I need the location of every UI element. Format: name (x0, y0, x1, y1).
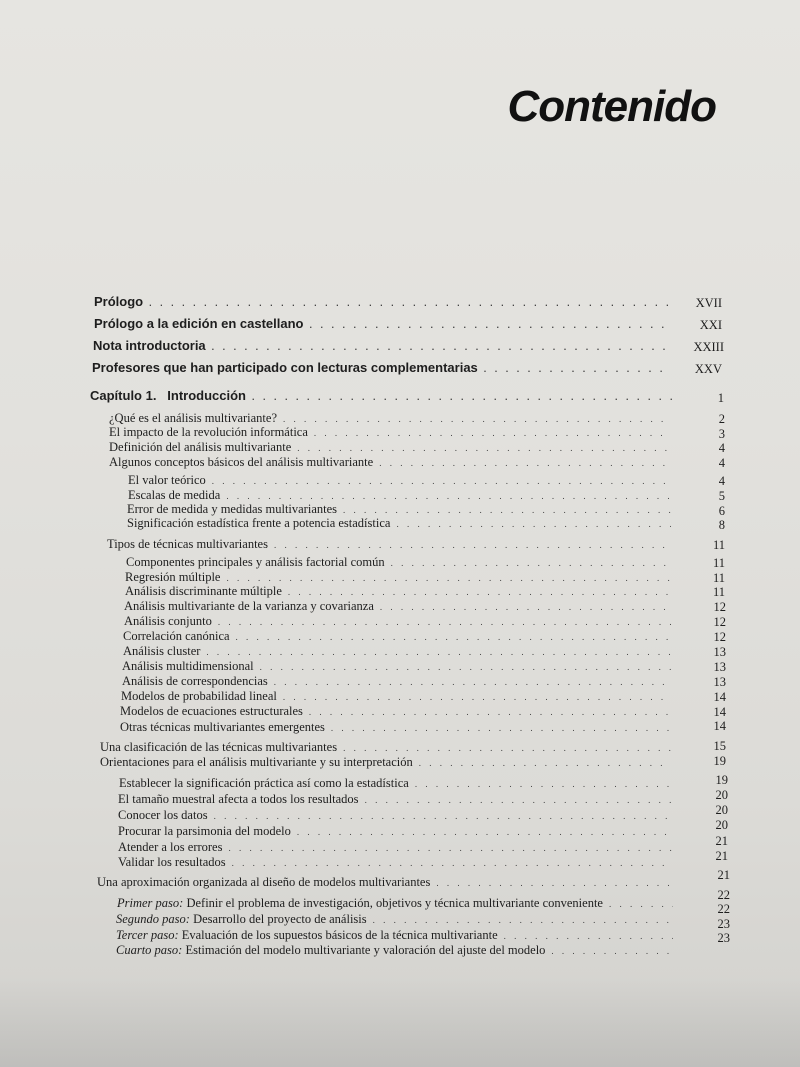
toc-subsection (127, 502, 677, 517)
toc-entry-label: Desarrollo del proyecto de análisis (193, 912, 367, 926)
toc-entry-label: Prólogo (94, 294, 144, 309)
toc-page-number: 19 (715, 773, 728, 787)
toc-page-number: 14 (713, 705, 726, 719)
toc-page-number: 3 (718, 427, 725, 441)
leader-dots (297, 443, 671, 453)
toc-subsection (125, 570, 677, 585)
toc-section (107, 537, 677, 552)
toc-subsection (121, 689, 677, 704)
toc-page-number: 12 (713, 600, 726, 614)
page-title: Contenido (507, 82, 716, 131)
leader-dots (343, 505, 671, 515)
leader-dots (218, 617, 671, 627)
toc-entry-label: Una clasificación de las técnicas multivariantes (100, 740, 338, 754)
leader-dots (391, 558, 671, 568)
leader-dots (226, 491, 671, 501)
toc-subsection (120, 720, 677, 735)
toc-entry-label: Escalas de medida (128, 488, 221, 502)
toc-page-number: 23 (717, 931, 730, 945)
leader-dots (297, 827, 673, 837)
toc-subsection (123, 629, 677, 644)
toc-subsection (118, 792, 679, 807)
toc-page-number: 19 (713, 754, 726, 768)
toc-page-number: 4 (718, 456, 725, 470)
toc-page-number: 21 (717, 868, 730, 882)
leader-dots (373, 915, 673, 925)
toc-entry-prologo-castellano (94, 316, 678, 331)
toc-page-number: 4 (718, 441, 725, 455)
toc-subsection (128, 488, 677, 503)
leader-dots (415, 779, 673, 789)
leader-dots (380, 602, 671, 612)
toc-entry-label: Análisis conjunto (124, 614, 212, 628)
toc-section (109, 440, 677, 455)
toc-section (109, 411, 677, 426)
leader-dots (283, 692, 671, 702)
toc-page-number: 13 (713, 645, 726, 659)
toc-page-number: 22 (717, 888, 730, 902)
toc-page-number: 11 (712, 585, 725, 599)
leader-dots (236, 632, 671, 642)
toc-subsection (120, 704, 677, 719)
toc-subsection (118, 824, 679, 839)
leader-dots (436, 878, 673, 888)
toc-entry-label: Nota introductoria (93, 338, 206, 353)
toc-page-number: 23 (717, 917, 730, 931)
leader-dots (419, 758, 671, 768)
leader-dots (274, 677, 671, 687)
toc-entry-profesores (92, 360, 676, 375)
toc-entry-label: El tamaño muestral afecta a todos los resultados (118, 792, 359, 806)
toc-page-number: 14 (713, 719, 726, 733)
toc-section (100, 740, 677, 755)
toc-entry-label: Análisis multivariante de la varianza y covarianza (124, 599, 374, 613)
leader-dots (226, 573, 671, 583)
leader-dots (288, 587, 671, 597)
toc-step (117, 896, 679, 911)
leader-dots (504, 931, 673, 941)
toc-page-number: 8 (718, 518, 725, 532)
toc-entry-label: Algunos conceptos básicos del análisis multivariante (109, 455, 374, 469)
toc-step (116, 912, 679, 927)
toc-page-number: XXV (694, 362, 722, 376)
leader-dots (365, 795, 673, 805)
leader-dots (228, 843, 673, 853)
toc-step (116, 928, 679, 943)
leader-dots (260, 662, 671, 672)
toc-subsection (119, 776, 679, 791)
toc-page-number: 20 (715, 818, 728, 832)
step-name: Tercer paso: (116, 928, 179, 942)
toc-page-number: XVII (695, 296, 722, 310)
step-name: Primer paso: (117, 896, 184, 910)
toc-entry-label: Análisis discriminante múltiple (125, 584, 282, 598)
toc-entry-label: Tipos de técnicas multivariantes (107, 537, 268, 551)
toc-page-number: 13 (713, 675, 726, 689)
toc-entry-label: Capítulo 1. Introducción (90, 388, 246, 403)
toc-subsection (122, 659, 677, 674)
toc-page-number: 11 (712, 571, 725, 585)
toc-entry-label: Otras técnicas multivariantes emergentes (120, 720, 325, 734)
leader-dots (310, 320, 673, 330)
toc-page-number: 2 (718, 412, 725, 426)
leader-dots (232, 858, 673, 868)
toc-entry-label: Análisis de correspondencias (122, 674, 268, 688)
toc-entry-prologo (94, 294, 678, 309)
leader-dots (396, 519, 671, 529)
toc-page-number: 1 (717, 391, 724, 405)
toc-page-number: 12 (713, 630, 726, 644)
leader-dots (309, 707, 671, 717)
toc-subsection (124, 614, 677, 629)
leader-dots (252, 392, 672, 402)
toc-subsection (128, 473, 677, 488)
toc-subsection (123, 644, 677, 659)
toc-section (100, 755, 677, 770)
toc-section (97, 875, 679, 890)
toc-entry-label: Correlación canónica (123, 629, 230, 643)
toc-entry-label: Error de medida y medidas multivariantes (127, 502, 338, 516)
toc-subsection (122, 674, 677, 689)
toc-page-number: 21 (715, 834, 728, 848)
toc-entry-label: Regresión múltiple (125, 570, 221, 584)
toc-section (109, 455, 677, 470)
toc-step (116, 943, 679, 958)
toc-entry-label: El impacto de la revolución informática (109, 425, 308, 439)
toc-page-number: 6 (718, 504, 725, 518)
toc-subsection (118, 808, 679, 823)
toc-page-number: 11 (712, 556, 725, 570)
toc-entry-label: Análisis cluster (123, 644, 201, 658)
toc-subsection (126, 555, 677, 570)
toc-page-number: XXIII (693, 340, 724, 354)
leader-dots (331, 723, 671, 733)
toc-entry-label: Componentes principales y análisis factorial común (126, 555, 385, 569)
step-name: Cuarto paso: (116, 943, 183, 957)
toc-page-number: 20 (715, 788, 728, 802)
toc-entry-label: Significación estadística frente a potencia estadística (127, 516, 391, 530)
step-name: Segundo paso: (116, 912, 190, 926)
leader-dots (274, 540, 671, 550)
toc-entry-label: Una aproximación organizada al diseño de modelos multivariantes (97, 875, 431, 889)
toc-subsection (125, 584, 677, 599)
leader-dots (212, 342, 671, 352)
toc-entry-label: Orientaciones para el análisis multivariante y su interpretación (100, 755, 413, 769)
toc-page-number: 11 (712, 538, 725, 552)
toc-page-number: 15 (713, 739, 726, 753)
toc-entry-label: Validar los resultados (118, 855, 226, 869)
toc-page-number: 13 (713, 660, 726, 674)
toc-entry-label: Prólogo a la edición en castellano (94, 316, 304, 331)
toc-entry-label: Definir el problema de investigación, objetivos y técnica multivariante conveniente (186, 896, 603, 910)
leader-dots (283, 414, 671, 424)
leader-dots (484, 364, 670, 374)
toc-entry-label: Análisis multidimensional (122, 659, 254, 673)
toc-page-number: 21 (715, 849, 728, 863)
toc-section (109, 425, 677, 440)
toc-page-number: 22 (717, 902, 730, 916)
leader-dots (149, 298, 672, 308)
toc-page-number: XXI (699, 318, 722, 332)
leader-dots (214, 811, 673, 821)
toc-entry-label: ¿Qué es el análisis multivariante? (109, 411, 277, 425)
leader-dots (551, 946, 673, 956)
toc-entry-label: Establecer la significación práctica así como la estadística (119, 776, 409, 790)
toc-entry-nota (93, 338, 677, 353)
toc-subsection (118, 840, 679, 855)
toc-entry-label: Conocer los datos (118, 808, 208, 822)
leader-dots (314, 428, 671, 438)
leader-dots (212, 476, 671, 486)
toc-chapter-1 (90, 388, 678, 403)
toc-subsection (118, 855, 679, 870)
toc-page-number: 20 (715, 803, 728, 817)
toc-entry-label: Modelos de probabilidad lineal (121, 689, 277, 703)
leader-dots (206, 647, 671, 657)
leader-dots (343, 743, 671, 753)
toc-page-number: 14 (713, 690, 726, 704)
toc-page-number: 12 (713, 615, 726, 629)
toc-entry-label: El valor teórico (128, 473, 206, 487)
toc-subsection (124, 599, 677, 614)
toc-entry-label: Atender a los errores (118, 840, 223, 854)
toc-entry-label: Definición del análisis multivariante (109, 440, 292, 454)
leader-dots (379, 458, 671, 468)
toc-entry-label: Evaluación de los supuestos básicos de la técnica multivariante (181, 928, 498, 942)
toc-entry-label: Modelos de ecuaciones estructurales (120, 704, 303, 718)
toc-subsection (127, 516, 677, 531)
toc-page-number: 5 (718, 489, 725, 503)
leader-dots (609, 899, 673, 909)
toc-entry-label: Profesores que han participado con lecturas complementarias (92, 360, 478, 375)
toc-entry-label: Procurar la parsimonia del modelo (118, 824, 291, 838)
toc-page-number: 4 (718, 474, 725, 488)
toc-entry-label: Estimación del modelo multivariante y valoración del ajuste del modelo (185, 943, 546, 957)
